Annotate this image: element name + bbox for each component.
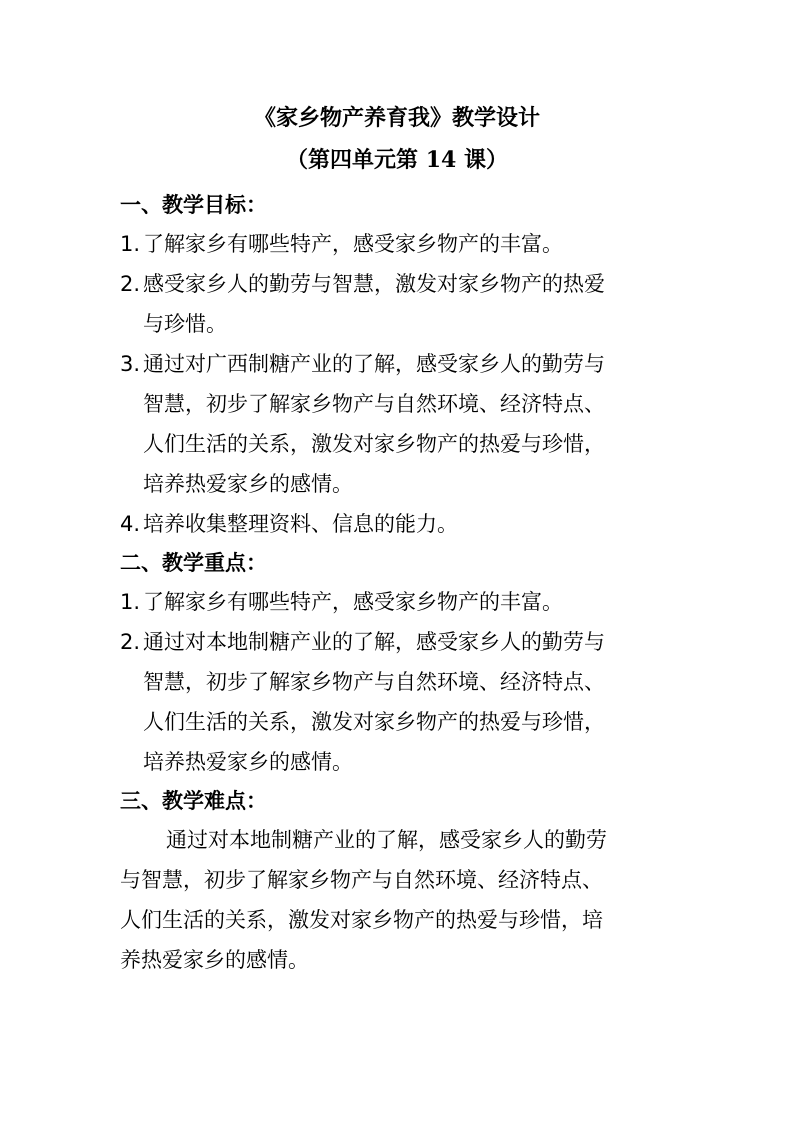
paragraph-line: 通过对本地制糖产业的了解，感受家乡人的勤劳: [166, 828, 607, 852]
item-line: 培养热爱家乡的感情。: [143, 750, 353, 774]
item-line: 人们生活的关系，激发对家乡物产的热爱与珍惜，: [143, 710, 605, 734]
item-line: 感受家乡人的勤劳与智慧，激发对家乡物产的热爱: [143, 272, 605, 296]
key-point-item-1: [120, 582, 680, 622]
paragraph-line: 人们生活的关系，激发对家乡物产的热爱与珍惜，培: [120, 908, 603, 932]
item-number: 3.: [120, 352, 141, 376]
item-line: 通过对广西制糖产业的了解，感受家乡人的勤劳与: [143, 352, 605, 376]
item-line: 了解家乡有哪些特产，感受家乡物产的丰富。: [143, 232, 563, 256]
item-line: 与珍惜。: [143, 312, 227, 336]
item-line: 培养收集整理资料、信息的能力。: [143, 512, 458, 536]
section-heading-key-points: 二、教学重点：: [120, 550, 267, 575]
document-body: [120, 186, 680, 980]
item-number: 2.: [120, 272, 141, 296]
item-line: 了解家乡有哪些特产，感受家乡物产的丰富。: [143, 590, 563, 614]
paragraph-line: 养热爱家乡的感情。: [120, 948, 309, 972]
item-line: 人们生活的关系，激发对家乡物产的热爱与珍惜，: [143, 432, 605, 456]
paragraph-line: 与智慧，初步了解家乡物产与自然环境、经济特点、: [120, 868, 603, 892]
item-number: 1.: [120, 232, 141, 256]
item-line: 智慧，初步了解家乡物产与自然环境、经济特点、: [143, 392, 605, 416]
item-number: 1.: [120, 590, 141, 614]
section-heading-objectives: 一、教学目标：: [120, 192, 267, 217]
document-title: 《家乡物产养育我》教学设计: [253, 105, 540, 131]
item-number: 4.: [120, 512, 141, 536]
difficulties-paragraph: [120, 820, 680, 980]
item-number: 2.: [120, 630, 141, 654]
objective-item-4: [120, 504, 680, 544]
item-line: 智慧，初步了解家乡物产与自然环境、经济特点、: [143, 670, 605, 694]
item-line: 通过对本地制糖产业的了解，感受家乡人的勤劳与: [143, 630, 605, 654]
objective-item-3: [120, 344, 680, 504]
document-subtitle: （第四单元第 14 课）: [286, 147, 508, 173]
item-line: 培养热爱家乡的感情。: [143, 472, 353, 496]
objective-item-1: [120, 224, 680, 264]
key-point-item-2: [120, 622, 680, 782]
section-heading-difficulties: 三、教学难点：: [120, 788, 267, 813]
objective-item-2: [120, 264, 680, 344]
